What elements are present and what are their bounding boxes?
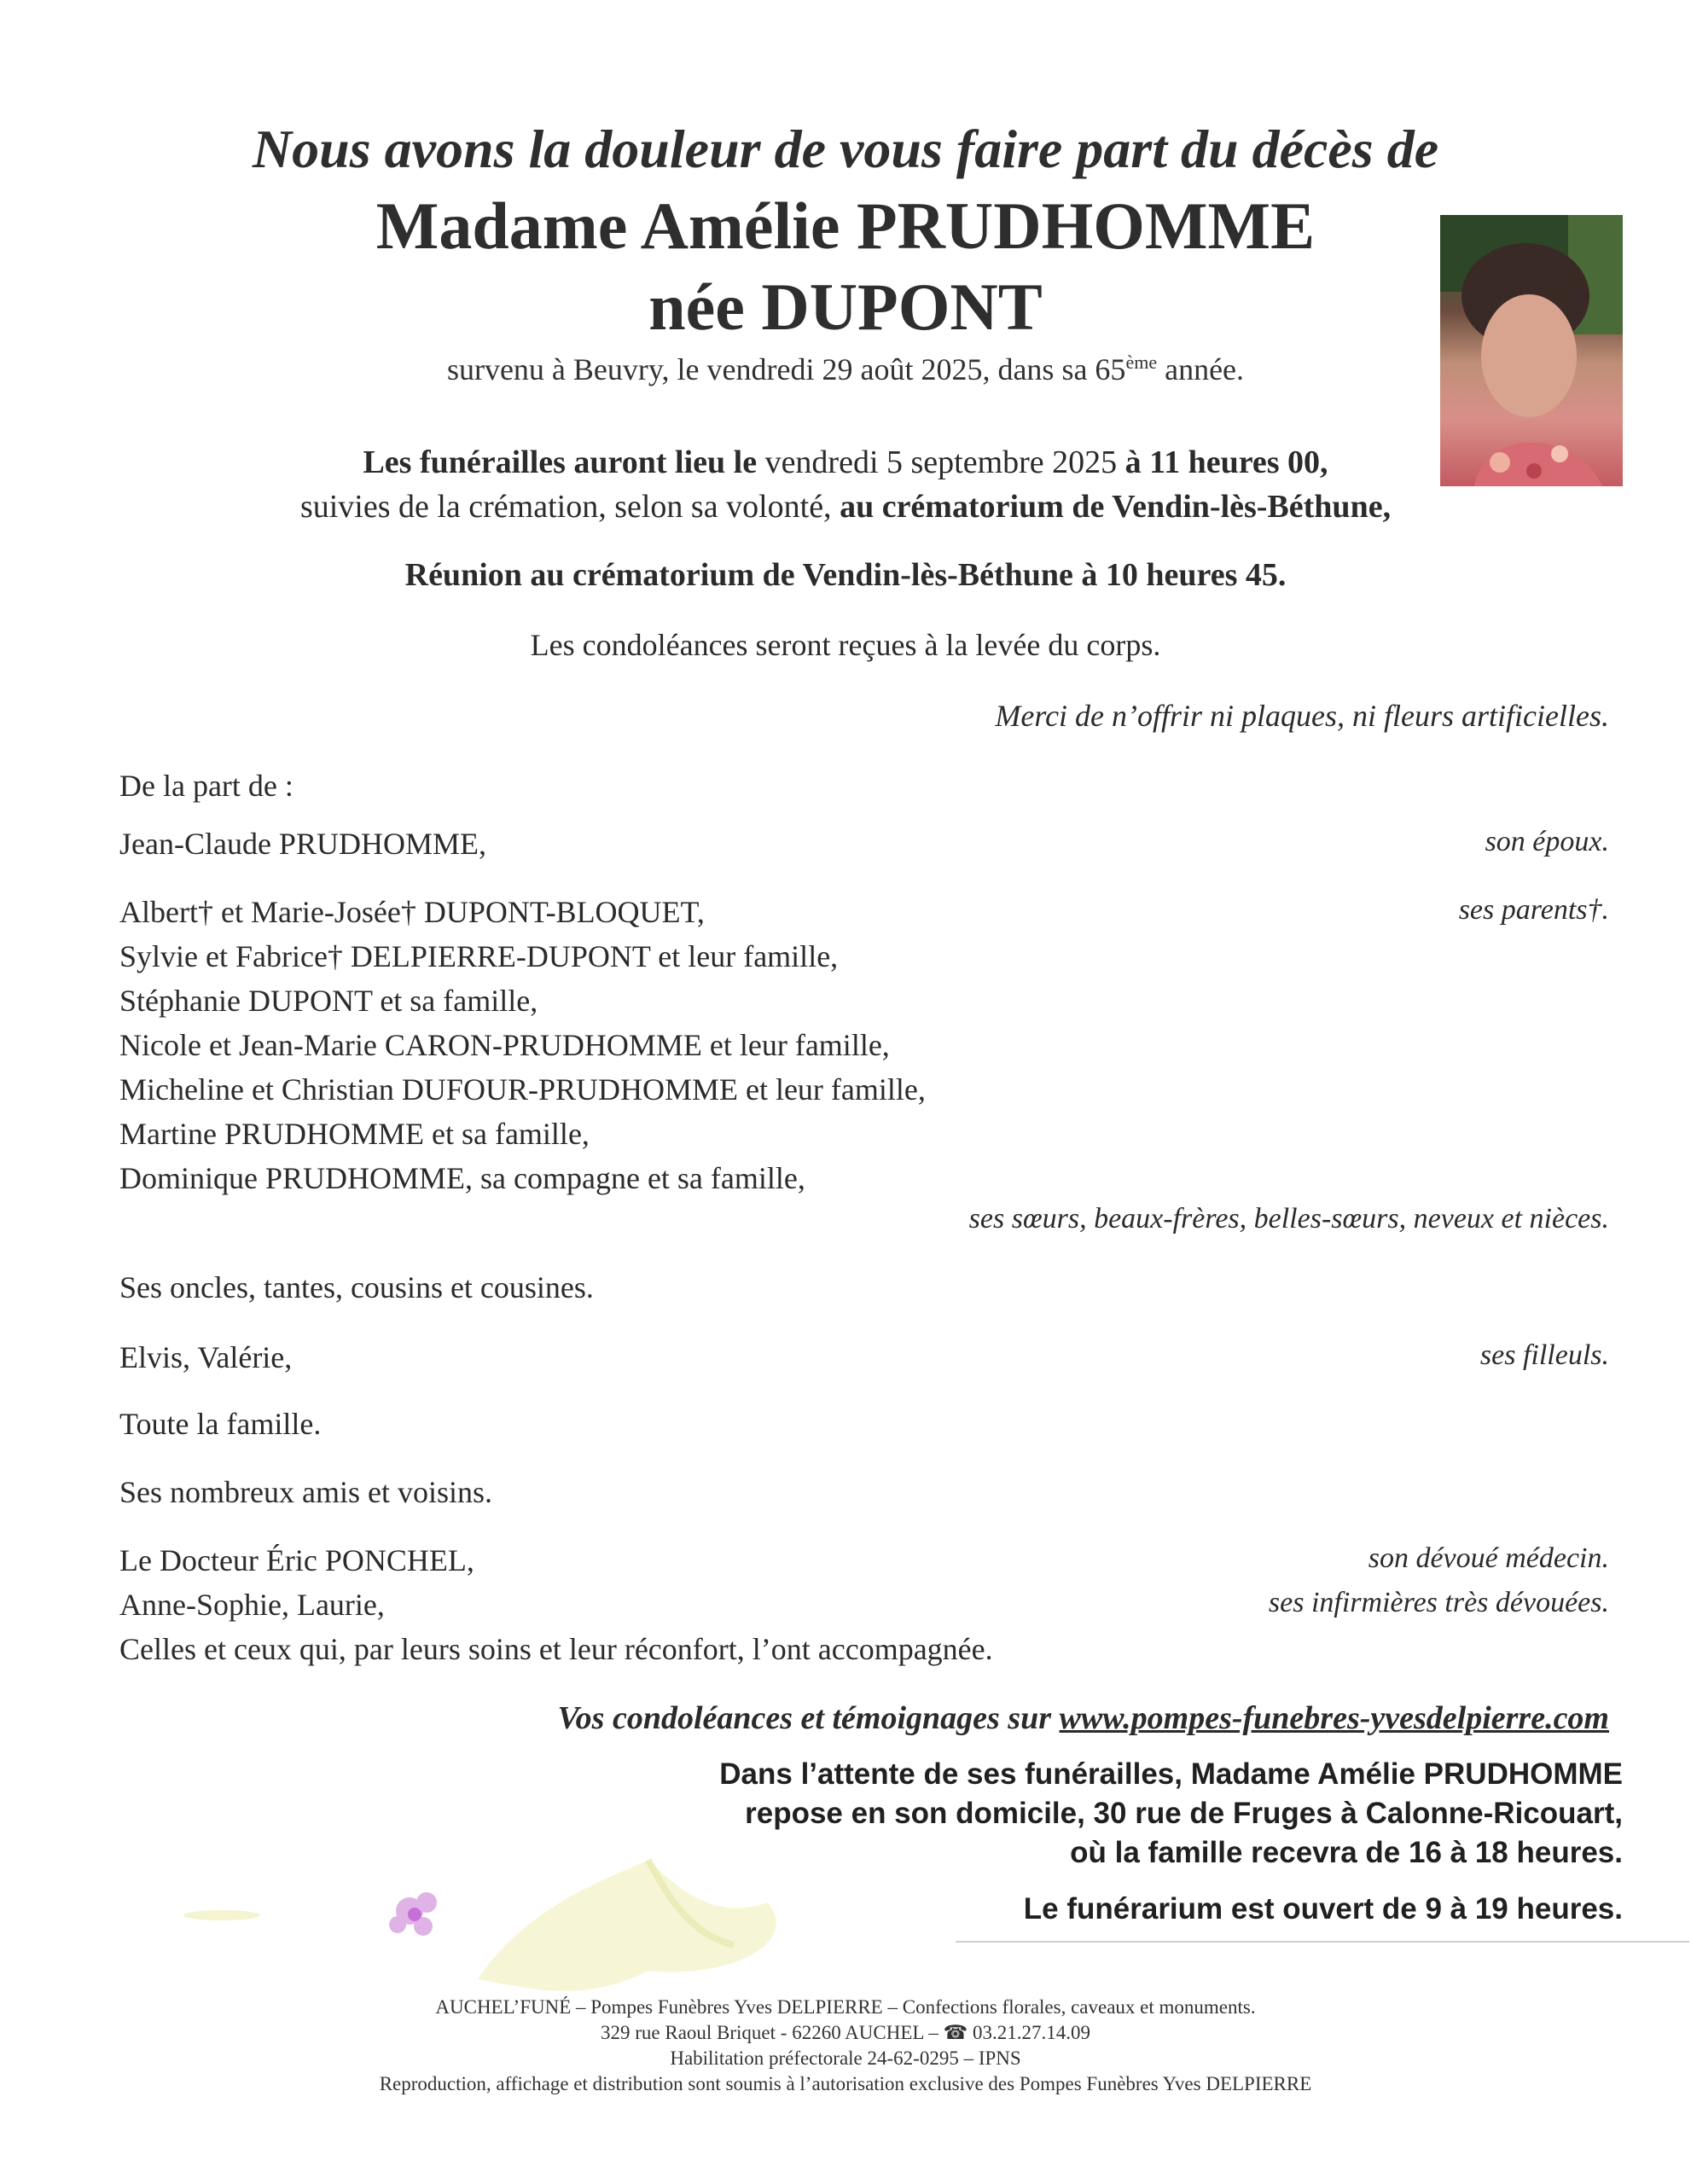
- family-relation: son dévoué médecin.: [1368, 1542, 1609, 1574]
- family-line: Albert† et Marie-Josée† DUPONT-BLOQUET,: [119, 895, 705, 929]
- funeral-text-bold-a: Les funérailles auront lieu le: [363, 444, 758, 480]
- family-line: Toute la famille.: [119, 1407, 322, 1441]
- flower-decoration: [171, 1843, 956, 2013]
- family-line: Stéphanie DUPONT et sa famille,: [119, 984, 538, 1018]
- footer-phone: 03.21.27.14.09: [973, 2022, 1090, 2043]
- family-relation: ses infirmières très dévouées.: [1268, 1587, 1609, 1618]
- condolences-line: Les condoléances seront reçues à la levée du corps.: [530, 628, 1161, 662]
- family-line: Ses oncles, tantes, cousins et cousines.: [119, 1270, 594, 1304]
- footer-line-3: Habilitation préfectorale 24-62-0295 – IPNS: [670, 2048, 1021, 2069]
- family-relation: ses parents†.: [1458, 894, 1609, 926]
- website-prefix: Vos condoléances et témoignages sur: [557, 1700, 1060, 1736]
- maiden-name: née DUPONT: [648, 270, 1043, 344]
- family-line: Celles et ceux qui, par leurs soins et leur réconfort, l’ont accompagnée.: [119, 1632, 993, 1666]
- family-relation: ses filleuls.: [1479, 1339, 1609, 1371]
- funeral-text-bold-b: à 11 heures 00,: [1124, 444, 1328, 480]
- family-line: Nicole et Jean-Marie CARON-PRUDHOMME et leur famille,: [119, 1028, 890, 1062]
- footer-line-2: [0, 2022, 1691, 2044]
- repose-line-3: où la famille recevra de 16 à 18 heures.: [1070, 1836, 1623, 1869]
- funerarium-hours: Le funérarium est ouvert de 9 à 19 heures.: [1023, 1892, 1623, 1926]
- footer-address: 329 rue Raoul Briquet - 62260 AUCHEL –: [600, 2022, 944, 2043]
- footer-line-4: Reproduction, affichage et distribution sont soumis à l’autorisation exclusive des Pompes Funèbres Yves DELPIERRE: [379, 2073, 1312, 2094]
- family-line: Anne-Sophie, Laurie,: [119, 1588, 385, 1622]
- website-link[interactable]: www.pompes-funebres-yvesdelpierre.com: [1059, 1700, 1609, 1736]
- family-relation: ses sœurs, beaux-frères, belles-sœurs, neveux et nièces.: [968, 1203, 1609, 1234]
- family-line: Dominique PRUDHOMME, sa compagne et sa famille,: [119, 1161, 805, 1195]
- phone-icon: ☎: [943, 2022, 968, 2043]
- reunion-line: Réunion au crématorium de Vendin-lès-Béthune à 10 heures 45.: [404, 557, 1287, 593]
- family-line: Ses nombreux amis et voisins.: [119, 1475, 492, 1509]
- funeral-text-date: vendredi 5 septembre 2025: [757, 444, 1125, 480]
- death-info-end: année.: [1157, 352, 1245, 386]
- family-line: Martine PRUDHOMME et sa famille,: [119, 1117, 590, 1151]
- funeral-line-2: [0, 488, 1691, 526]
- family-line: Le Docteur Éric PONCHEL,: [119, 1543, 474, 1577]
- divider: [956, 1941, 1689, 1943]
- family-line: Micheline et Christian DUFOUR-PRUDHOMME et leur famille,: [119, 1072, 926, 1107]
- repose-line-1: Dans l’attente de ses funérailles, Madame Amélie PRUDHOMME: [719, 1757, 1623, 1791]
- family-line: Elvis, Valérie,: [119, 1340, 293, 1374]
- family-intro: De la part de :: [119, 769, 293, 803]
- no-flowers-note: Merci de n’offrir ni plaques, ni fleurs artificielles.: [995, 699, 1609, 733]
- death-info-text: survenu à Beuvry, le vendredi 29 août 2025, dans sa 65: [446, 352, 1126, 386]
- family-line: Sylvie et Fabrice† DELPIERRE-DUPONT et leur famille,: [119, 939, 839, 973]
- deceased-name: Madame Amélie PRUDHOMME: [375, 189, 1316, 263]
- repose-line-2: repose en son domicile, 30 rue de Fruges à Calonne-Ricouart,: [745, 1797, 1623, 1830]
- death-info-sup: ème: [1125, 351, 1158, 373]
- website-line: [558, 1699, 1609, 1737]
- funeral-text-place: au crématorium de Vendin-lès-Béthune,: [840, 489, 1392, 525]
- family-line: Jean-Claude PRUDHOMME,: [119, 827, 486, 861]
- death-info: [0, 351, 1691, 387]
- footer-line-1: AUCHEL’FUNÉ – Pompes Funèbres Yves DELPIERRE – Confections florales, caveaux et monuments.: [435, 1996, 1256, 2018]
- family-relation: son époux.: [1485, 826, 1609, 857]
- intro-line: Nous avons la douleur de vous faire part du décès de: [252, 119, 1439, 179]
- funeral-line-1: [0, 444, 1691, 481]
- funeral-text-cremation: suivies de la crémation, selon sa volonté,: [299, 489, 840, 525]
